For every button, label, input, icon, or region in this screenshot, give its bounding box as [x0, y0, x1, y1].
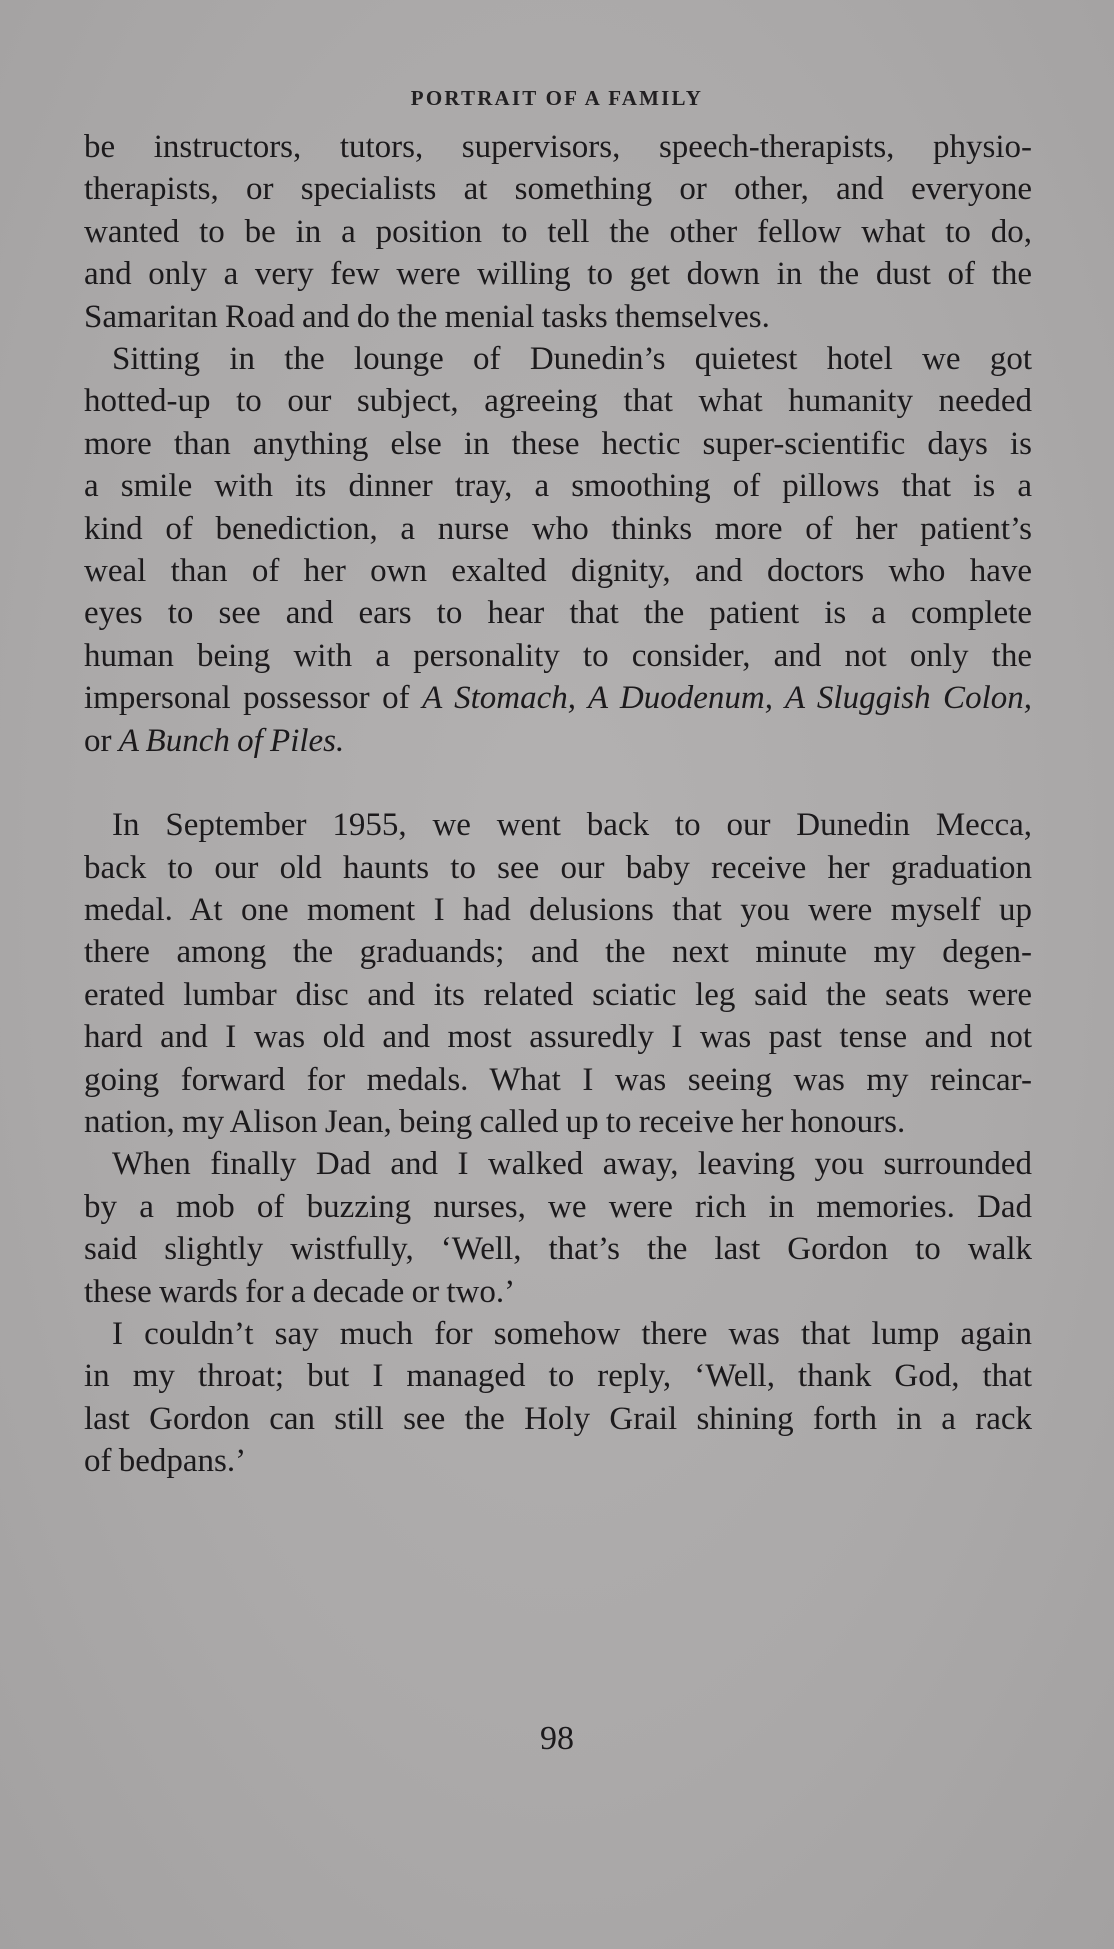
paragraph-2	[84, 338, 1032, 762]
text-line: In September 1955, we went back to our Dunedin Mecca,	[112, 807, 1032, 844]
italic-title-run: A Stomach, A Duodenum, A Sluggish Colon,	[422, 680, 1032, 717]
running-head: PORTRAIT OF A FAMILY	[410, 86, 704, 110]
paragraph-5	[84, 1313, 1032, 1483]
text-line: more than anything else in these hectic super-scientific days is	[84, 425, 1032, 462]
text-line: hotted-up to our subject, agreeing that what humanity needed	[84, 383, 1032, 420]
text-line: eyes to see and ears to hear that the patient is a complete	[84, 595, 1032, 632]
text-line: these wards for a decade or two.’	[84, 1273, 516, 1310]
text-line-with-italics	[84, 677, 1032, 719]
body-text	[84, 126, 1032, 1483]
text-line: When finally Dad and I walked away, leaving you surrounded	[112, 1146, 1032, 1183]
text-line: a smile with its dinner tray, a smoothing of pillows that is a	[84, 468, 1032, 505]
text-line: Samaritan Road and do the menial tasks themselves.	[84, 298, 770, 335]
text-line: therapists, or specialists at something or other, and everyone	[84, 171, 1032, 208]
text-line: I couldn’t say much for somehow there was that lump again	[112, 1315, 1032, 1352]
text-line: erated lumbar disc and its related sciatic leg said the seats were	[84, 976, 1032, 1013]
text-line: nation, my Alison Jean, being called up to receive her honours.	[84, 1103, 906, 1140]
text-line: and only a very few were willing to get down in the dust of the	[84, 256, 1032, 293]
text-line-with-italics	[84, 720, 1032, 762]
italic-title-run: A Bunch of Piles.	[118, 722, 345, 759]
text-line: human being with a personality to consider, and not only the	[84, 637, 1032, 674]
text-line: wanted to be in a position to tell the other fellow what to do,	[84, 213, 1032, 250]
text-line: hard and I was old and most assuredly I was past tense and not	[84, 1019, 1032, 1056]
section-break	[84, 762, 1032, 804]
text-run: impersonal possessor of	[84, 680, 423, 717]
text-line: going forward for medals. What I was seeing was my reincar-	[84, 1061, 1032, 1098]
page-number: 98	[540, 1720, 574, 1757]
paragraph-3	[84, 804, 1032, 1143]
text-line: kind of benediction, a nurse who thinks more of her patient’s	[84, 510, 1032, 547]
text-line: there among the graduands; and the next minute my degen-	[84, 934, 1032, 971]
text-line: last Gordon can still see the Holy Grail shining forth in a rack	[84, 1400, 1032, 1437]
text-line: Sitting in the lounge of Dunedin’s quietest hotel we got	[112, 341, 1032, 378]
text-line: medal. At one moment I had delusions that you were myself up	[84, 891, 1032, 928]
text-line: weal than of her own exalted dignity, and doctors who have	[84, 553, 1032, 590]
text-run: or	[84, 722, 119, 759]
text-line: said slightly wistfully, ‘Well, that’s the last Gordon to walk	[84, 1231, 1032, 1268]
paragraph-4	[84, 1143, 1032, 1313]
paragraph-1	[84, 126, 1032, 338]
text-line: back to our old haunts to see our baby receive her graduation	[84, 849, 1032, 886]
text-line: of bedpans.’	[84, 1443, 247, 1480]
text-line: by a mob of buzzing nurses, we were rich in memories. Dad	[84, 1188, 1032, 1225]
text-line: in my throat; but I managed to reply, ‘Well, thank God, that	[84, 1358, 1032, 1395]
text-line: be instructors, tutors, supervisors, speech-therapists, physio-	[84, 129, 1032, 165]
